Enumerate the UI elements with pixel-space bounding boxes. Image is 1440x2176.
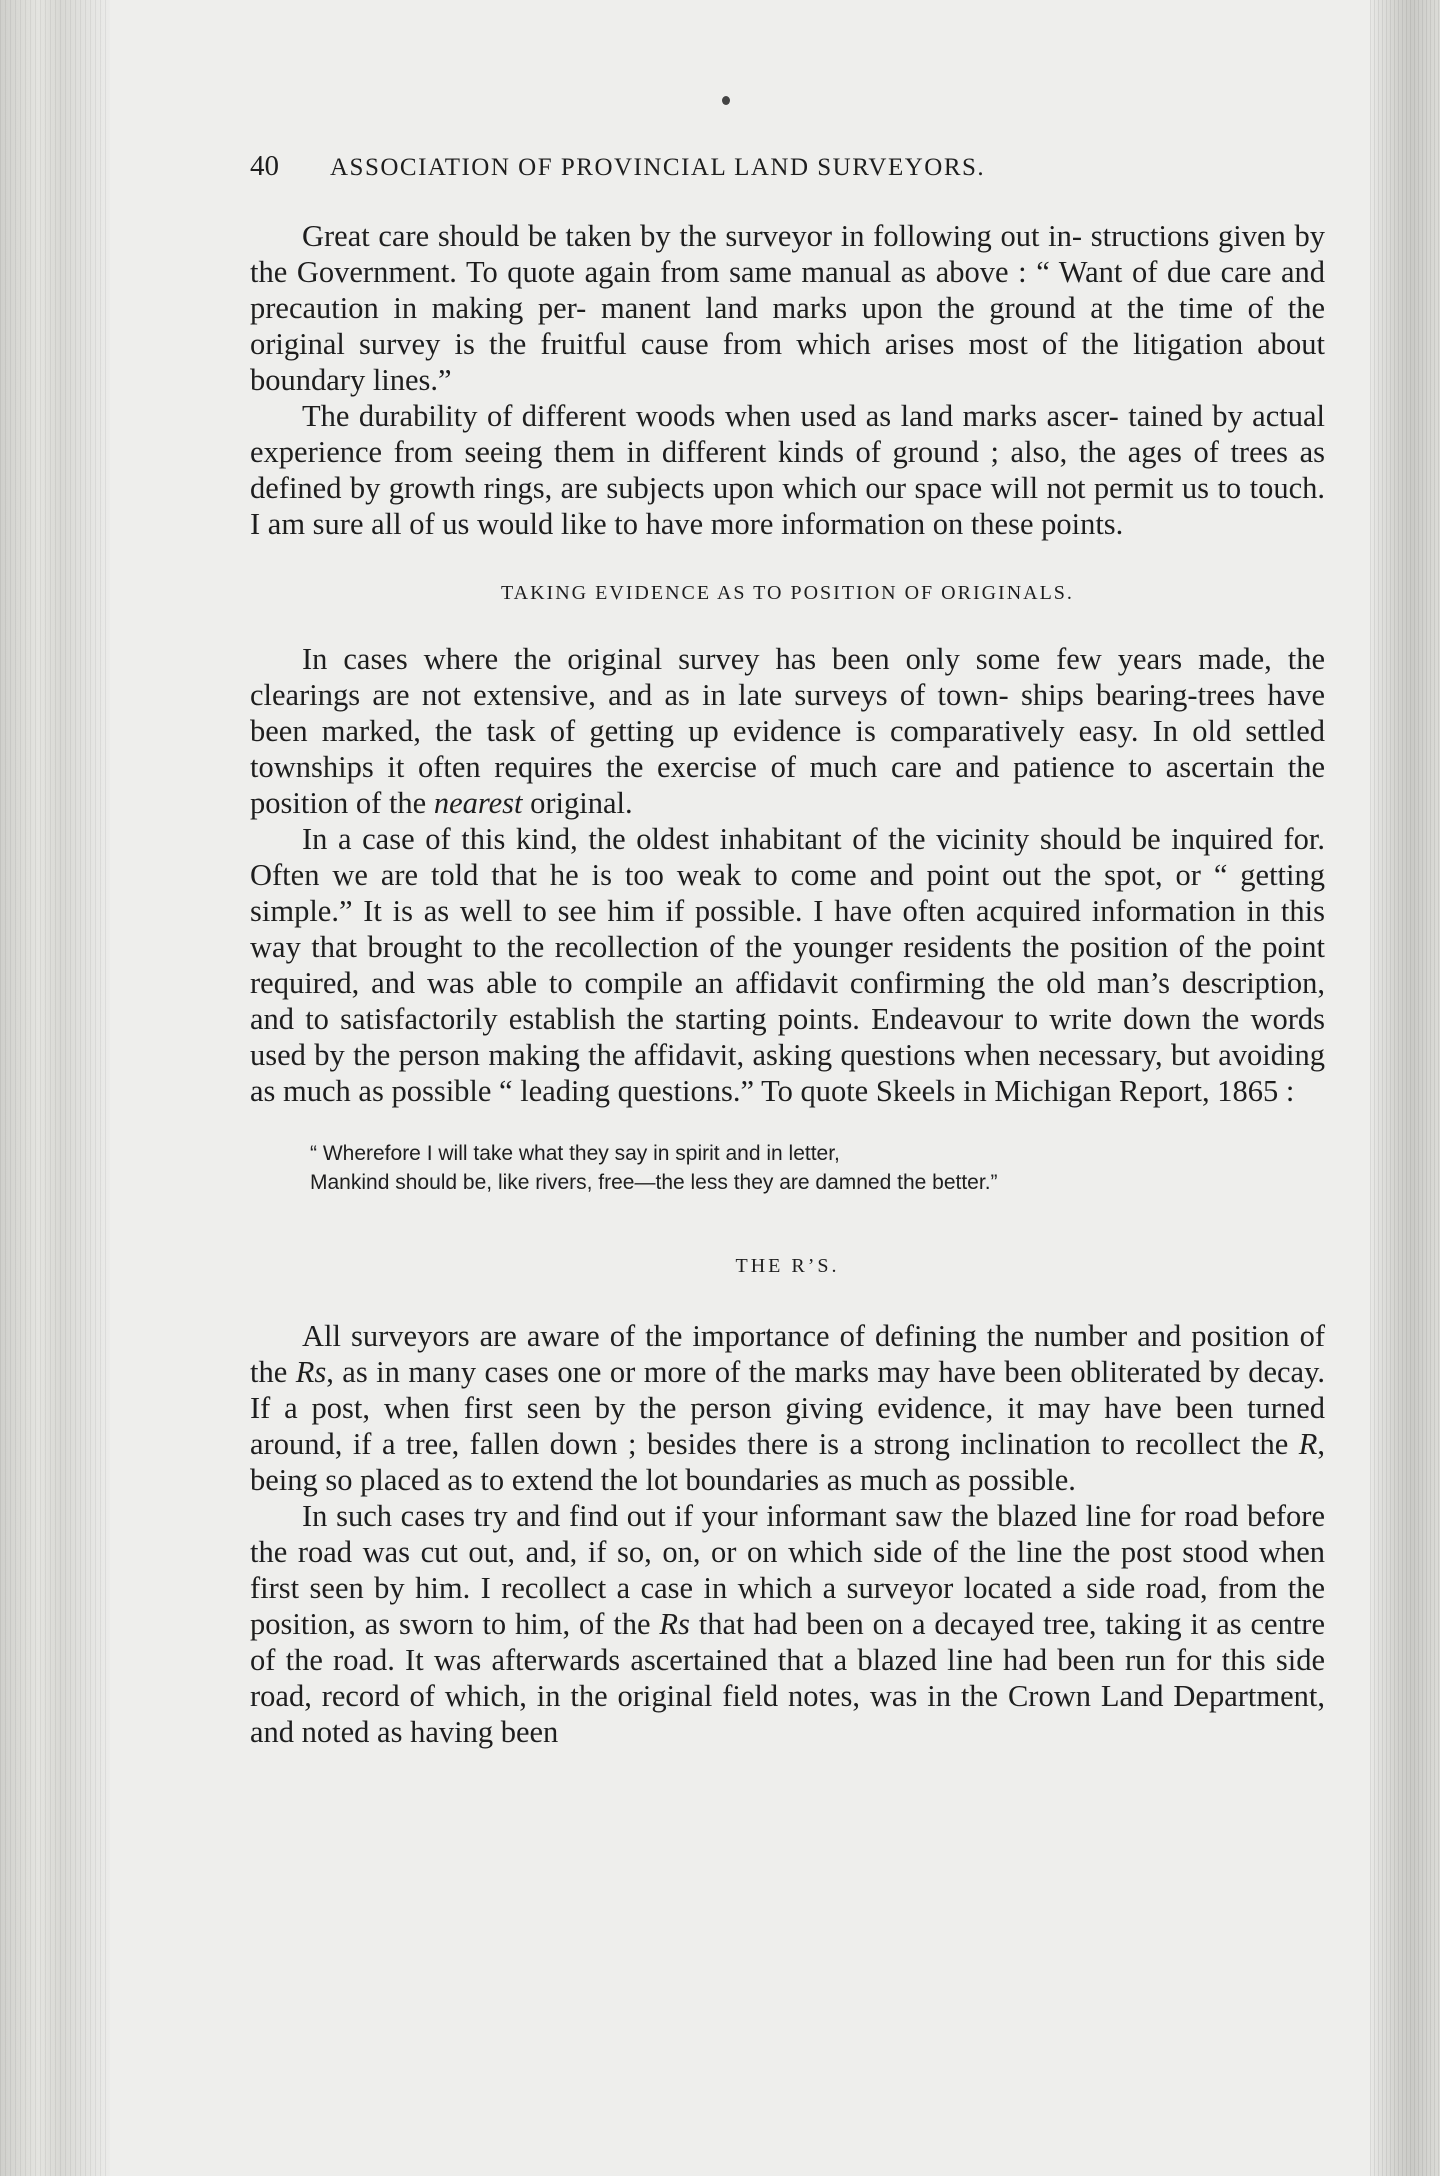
paragraph-oldest-inhabitant: In a case of this kind, the oldest inhabitant of the vicinity should be inquired for. Often we are told that he is too weak to come and point out the spot, or “ getting simple.” It is as well to see him if possible. I have often acquired information in this way that brought to the recollection of the younger residents the position of the point required, and was able to compile an affidavit confirming the old man’s description, and to satisfactorily establish the starting points. Endeavour to write down the words used by the person making the affidavit, asking questions when necessary, but avoiding as much as possible “ leading questions.” To quote Skeels in Michigan Report, 1865 : — [250, 822, 1325, 1108]
section-heading-rs: THE R’S. — [735, 1255, 840, 1277]
paragraph-care: Great care should be taken by the surveyor in following out in- structions given by the Government. To quote again from same manual as above : “ Want of due care and precaution in making per- manent land marks upon the ground at the time of the original survey is the fruitful cause from which arises most of the litigation about boundary lines.” — [250, 219, 1325, 397]
verse-line: Mankind should be, like rivers, free—the less they are damned the better.” — [310, 1171, 998, 1194]
page-edges-right — [1370, 0, 1440, 2176]
section-heading-evidence: TAKING EVIDENCE AS TO POSITION OF ORIGINALS. — [501, 582, 1074, 604]
page-body — [250, 150, 1325, 1750]
verse-line: “ Wherefore I will take what they say in spirit and in letter, — [310, 1142, 840, 1165]
paragraph-rs-importance: All surveyors are aware of the importance of defining the number and position of the Rs, as in many cases one or more of the marks may have been obliterated by decay. If a post, when first seen by the person giving evidence, it may have been turned around, if a tree, fallen down ; besides there is a strong inclination to recollect the R, being so placed as to extend the lot boundaries as much as possible. — [250, 1319, 1325, 1497]
running-title: ASSOCIATION OF PROVINCIAL LAND SURVEYORS. — [330, 154, 986, 181]
verse-quote — [310, 1139, 1325, 1197]
ink-spot — [722, 96, 730, 105]
paragraph-blazed-line: In such cases try and find out if your informant saw the blazed line for road before the road was cut out, and, if so, on, or on which side of the line the post stood when first seen by him. I recollect a case in which a surveyor located a side road, from the position, as sworn to him, of the Rs that had been on a decayed tree, taking it as centre of the road. It was afterwards ascertained that a blazed line had been run for this side road, record of which, in the original field notes, was in the Crown Land Department, and noted as having been — [250, 1499, 1325, 1749]
paragraph-durability: The durability of different woods when used as land marks ascer- tained by actual experience from seeing them in different kinds of ground ; also, the ages of trees as defined by growth rings, are subjects upon which our space will not permit us to touch. I am sure all of us would like to have more information on these points. — [250, 399, 1325, 541]
page-number: 40 — [250, 150, 279, 182]
running-head — [250, 150, 1325, 190]
page-edges-left — [0, 0, 110, 2176]
paragraph-original-survey: In cases where the original survey has been only some few years made, the clearings are not extensive, and as in late surveys of town- ships bearing-trees have been marked, the task of getting up evidence is comparatively easy. In old settled townships it often requires the exercise of much care and patience to ascertain the position of the nearest original. — [250, 642, 1325, 820]
